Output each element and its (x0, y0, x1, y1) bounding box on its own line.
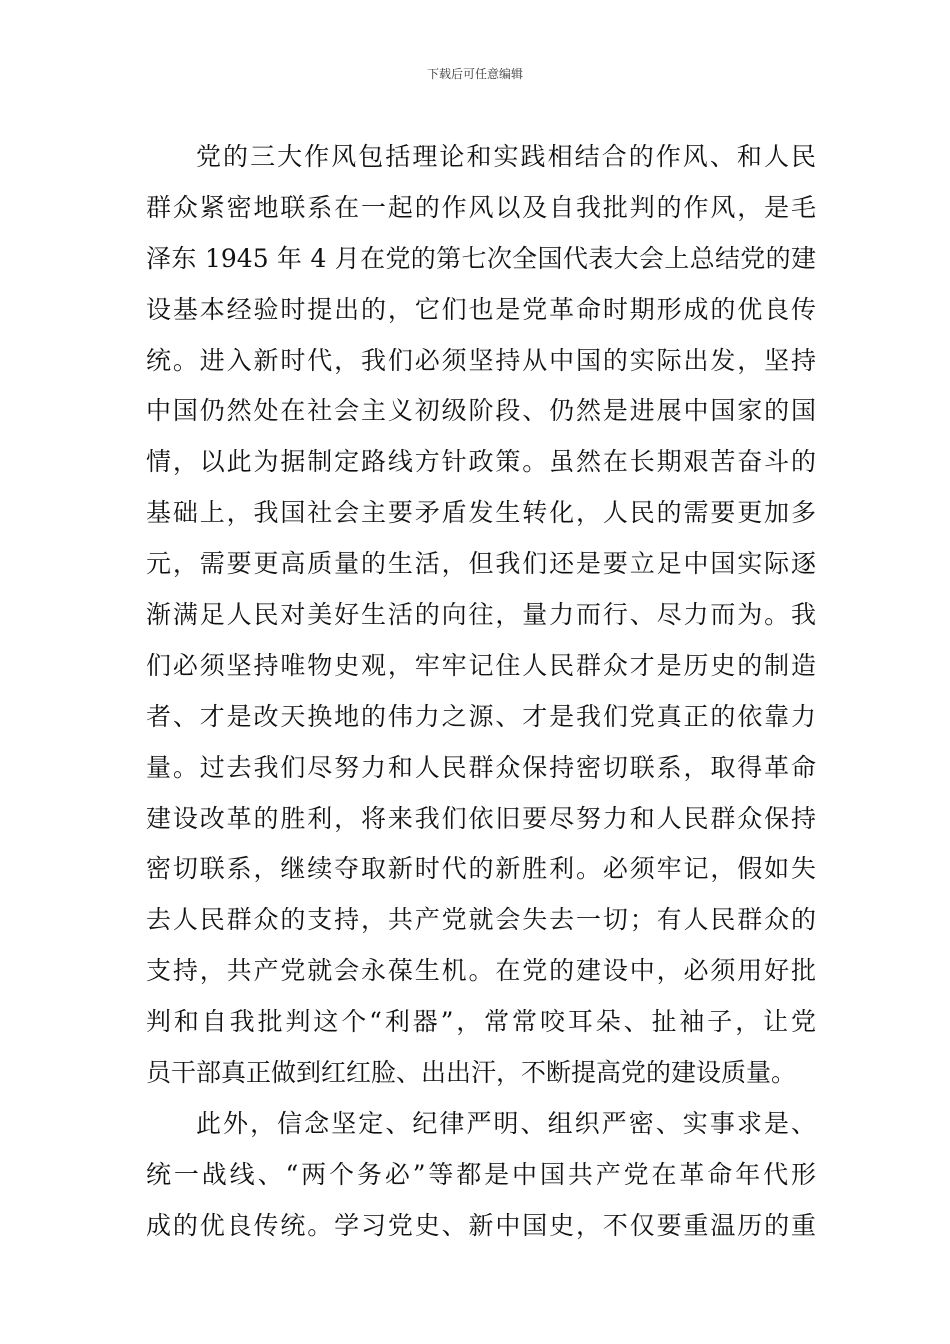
text-line: 密切联系，继续夺取新时代的新胜利。必须牢记，假如失 (146, 854, 816, 884)
text-line: 判和自我批判这个“利器”，常常咬耳朵、扯袖子，让党 (146, 1007, 816, 1037)
text-line: 群众紧密地联系在一起的作风以及自我批判的作风，是毛 (146, 192, 816, 222)
text-line: 员干部真正做到红红脸、出出汗，不断提高党的建设质量。 (146, 1058, 797, 1088)
text-line: 中国仍然处在社会主义初级阶段、仍然是进展中国家的国 (146, 396, 816, 426)
text-line: 基础上，我国社会主要矛盾发生转化，人民的需要更加多 (146, 498, 816, 528)
text-line: 建设改革的胜利，将来我们依旧要尽努力和人民群众保持 (146, 803, 816, 833)
document-body (146, 132, 816, 1252)
paragraph-1 (146, 132, 816, 1099)
text-line: 支持，共产党就会永葆生机。在党的建设中，必须用好批 (146, 956, 816, 986)
paragraph-2 (146, 1099, 816, 1252)
text-line: 泽东 1945 年 4 月在党的第七次全国代表大会上总结党的建 (146, 243, 816, 273)
text-line: 设基本经验时提出的，它们也是党革命时期形成的优良传 (146, 294, 816, 324)
text-line: 统一战线、“两个务必”等都是中国共产党在革命年代形 (146, 1159, 816, 1189)
text-line: 去人民群众的支持，共产党就会失去一切；有人民群众的 (146, 905, 816, 935)
text-line: 量。过去我们尽努力和人民群众保持密切联系，取得革命 (146, 752, 816, 782)
text-line: 情，以此为据制定路线方针政策。虽然在长期艰苦奋斗的 (146, 447, 816, 477)
text-line: 渐满足人民对美好生活的向往，量力而行、尽力而为。我 (146, 600, 816, 630)
text-line: 此外，信念坚定、纪律严明、组织严密、实事求是、 (196, 1108, 816, 1138)
text-line: 党的三大作风包括理论和实践相结合的作风、和人民 (196, 142, 816, 171)
text-line: 们必须坚持唯物史观，牢牢记住人民群众才是历史的制造 (146, 650, 816, 680)
text-line: 元，需要更高质量的生活，但我们还是要立足中国实际逐 (146, 549, 816, 579)
text-line: 统。进入新时代，我们必须坚持从中国的实际出发，坚持 (146, 345, 816, 375)
text-line: 者、才是改天换地的伟力之源、才是我们党真正的依靠力 (146, 701, 816, 731)
page-header: 下载后可任意编辑 (426, 67, 523, 81)
text-line: 成的优良传统。学习党史、新中国史，不仅要重温历的重 (146, 1210, 816, 1240)
